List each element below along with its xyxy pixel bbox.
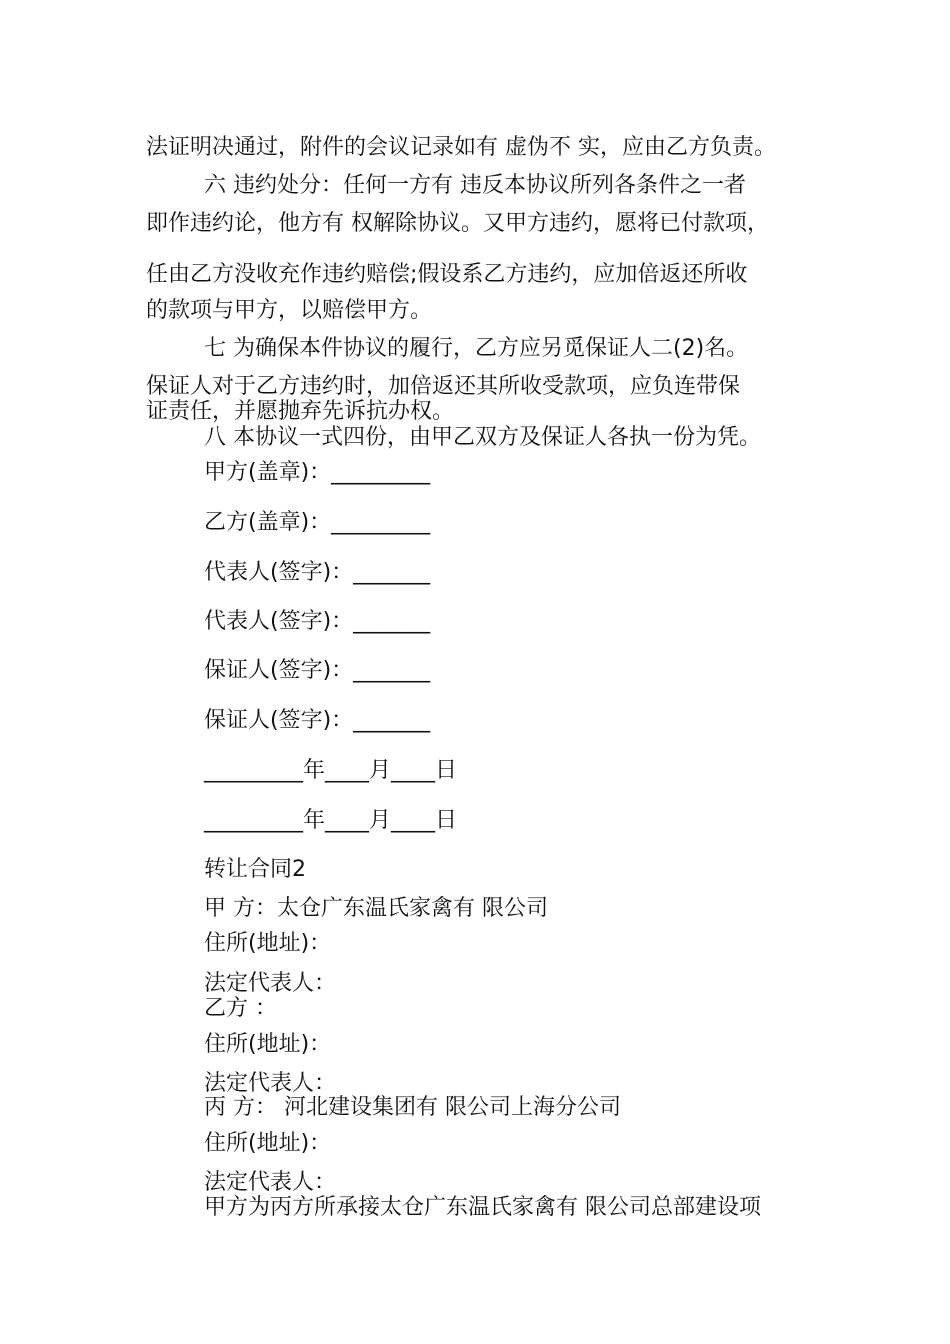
- body-line: 证责任，并愿抛弃先诉抗办权。: [146, 399, 455, 424]
- legal-rep-line: 法定代表人：: [204, 1071, 337, 1096]
- legal-rep-line: 法定代表人：: [204, 971, 337, 996]
- clause-eight: 八 本协议一式四份，由甲乙双方及保证人各执一份为凭。: [204, 425, 761, 450]
- signature-line-representative: 代表人(签字)：_______: [204, 560, 431, 585]
- party-a-line: 甲 方：太仓广东温氏家禽有 限公司: [204, 896, 548, 921]
- body-line: 保证人对于乙方违约时，加倍返还其所收受款项，应负连带保: [146, 374, 741, 399]
- address-line: 住所(地址)：: [204, 931, 332, 956]
- body-line: 任由乙方没收充作违约赔偿;假设系乙方违约，应加倍返还所收: [146, 262, 748, 287]
- date-line: _________年____月____日: [204, 808, 458, 833]
- signature-line-guarantor: 保证人(签字)：_______: [204, 708, 431, 733]
- signature-line-party-a: 甲方(盖章)：_________: [204, 460, 431, 485]
- address-line: 住所(地址)：: [204, 1131, 332, 1156]
- clause-seven: 七 为确保本件协议的履行，乙方应另觅保证人二(2)名。: [204, 336, 749, 361]
- address-line: 住所(地址)：: [204, 1032, 332, 1057]
- date-line: _________年____月____日: [204, 758, 458, 783]
- body-line: 法证明决通过，附件的会议记录如有 虚伪不 实，应由乙方负责。: [146, 135, 776, 160]
- legal-rep-line: 法定代表人：: [204, 1170, 337, 1195]
- signature-line-guarantor: 保证人(签字)：_______: [204, 658, 431, 683]
- clause-six: 六 违约处分：任何一方有 违反本协议所列各条件之一者: [204, 173, 746, 198]
- signature-line-party-b: 乙方(盖章)：_________: [204, 510, 431, 535]
- contract-2-title: 转让合同2: [204, 857, 306, 882]
- body-line: 的款项与甲方，以赔偿甲方。: [146, 298, 433, 323]
- signature-line-representative: 代表人(签字)：_______: [204, 609, 431, 634]
- party-b-line: 乙方 ：: [204, 996, 277, 1021]
- body-line: 甲方为丙方所承接太仓广东温氏家禽有 限公司总部建设项: [204, 1195, 761, 1220]
- body-line: 即作违约论，他方有 权解除协议。又甲方违约，愿将已付款项，: [146, 211, 769, 236]
- party-c-line: 丙 方： 河北建设集团有 限公司上海分公司: [204, 1095, 621, 1120]
